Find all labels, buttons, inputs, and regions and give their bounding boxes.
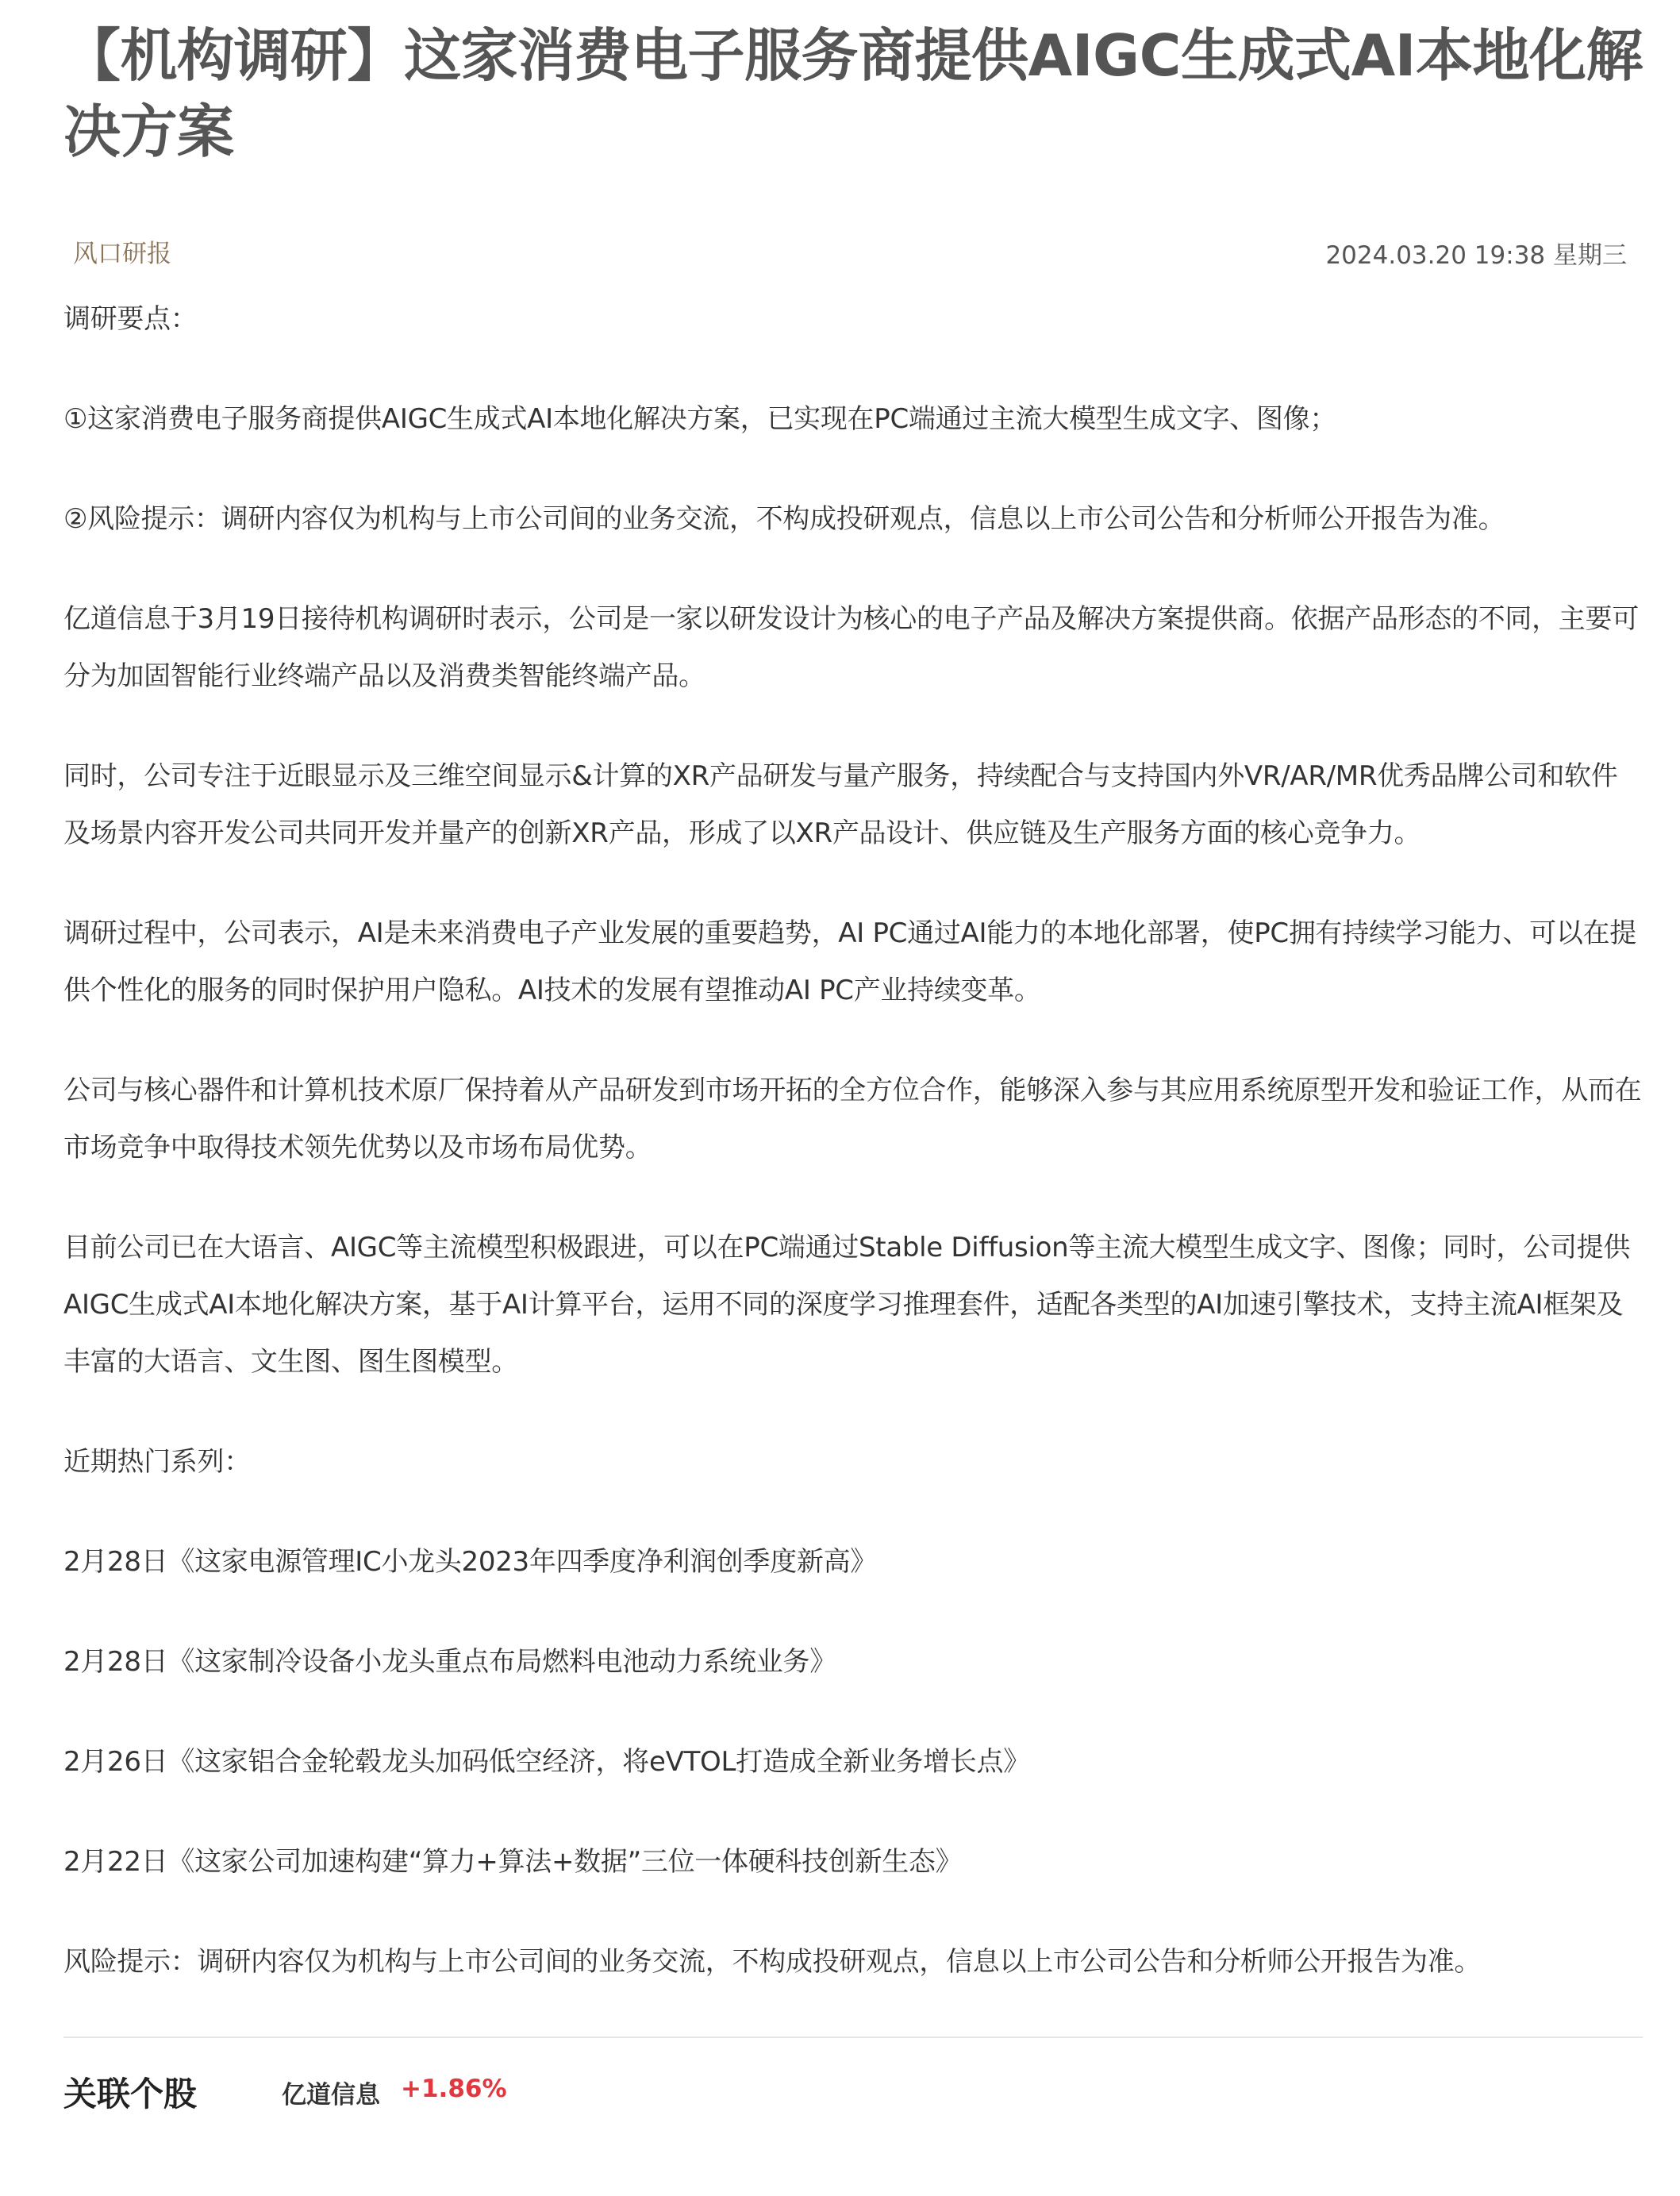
article-datetime: 2024.03.20 19:38 星期三 xyxy=(1325,241,1627,270)
article-title: 【机构调研】这家消费电子服务商提供AIGC生成式AI本地化解决方案 xyxy=(63,22,1643,165)
hot-series-link[interactable]: 2月28日《这家制冷设备小龙头重点布局燃料电池动力系统业务》 xyxy=(63,1646,836,1678)
section-label-hot-series: 近期热门系列： xyxy=(63,1446,251,1478)
article-body xyxy=(63,290,1643,1990)
paragraph: 调研过程中，公司表示，AI是未来消费电子产业发展的重要趋势，AI PC通过AI能力的本地化部署，使PC拥有持续学习能力、可以在提供个性化的服务的同时保护用户隐私。AI技术的发展有望推动AI PC产业持续变革。 xyxy=(63,917,1636,1006)
paragraph: 公司与核心器件和计算机技术原厂保持着从产品研发到市场开拓的全方位合作，能够深入参与其应用系统原型开发和验证工作，从而在市场竞争中取得技术领先优势以及市场布局优势。 xyxy=(63,1075,1642,1163)
paragraph: 目前公司已在大语言、AIGC等主流模型积极跟进，可以在PC端通过Stable Diffusion等主流大模型生成文字、图像；同时，公司提供AIGC生成式AI本地化解决方案，基于AI计算平台，运用不同的深度学习推理套件，适配各类型的AI加速引擎技术，支持主流AI框架及丰富的大语言、文生图、图生图模型。 xyxy=(63,1232,1631,1378)
section-label-key-points: 调研要点： xyxy=(63,303,198,335)
related-stocks-label: 关联个股 xyxy=(63,2075,198,2113)
related-stocks xyxy=(63,2038,1643,2125)
stock-name[interactable]: 亿道信息 xyxy=(282,2081,380,2109)
paragraph: 亿道信息于3月19日接待机构调研时表示，公司是一家以研发设计为核心的电子产品及解决方案提供商。依据产品形态的不同，主要可分为加固智能行业终端产品以及消费类智能终端产品。 xyxy=(63,603,1639,692)
risk-disclaimer: 风险提示：调研内容仅为机构与上市公司间的业务交流，不构成投研观点，信息以上市公司公告和分析师公开报告为准。 xyxy=(63,1946,1482,1978)
paragraph: 同时，公司专注于近眼显示及三维空间显示&计算的XR产品研发与量产服务，持续配合与支持国内外VR/AR/MR优秀品牌公司和软件及场景内容开发公司共同开发并量产的创新XR产品，形成了以XR产品设计、供应链及生产服务方面的核心竞争力。 xyxy=(63,760,1618,849)
article-page xyxy=(63,17,1643,2125)
hot-series-link[interactable]: 2月26日《这家铝合金轮毂龙头加码低空经济，将eVTOL打造成全新业务增长点》 xyxy=(63,1746,1030,1778)
hot-series-link[interactable]: 2月22日《这家公司加速构建“算力+算法+数据”三位一体硬科技创新生态》 xyxy=(63,1846,963,1878)
key-point-1: ①这家消费电子服务商提供AIGC生成式AI本地化解决方案，已实现在PC端通过主流大模型生成文字、图像； xyxy=(63,403,1337,435)
article-meta xyxy=(63,211,1643,290)
article-source[interactable]: 风口研报 xyxy=(73,240,171,268)
hot-series-link[interactable]: 2月28日《这家电源管理IC小龙头2023年四季度净利润创季度新高》 xyxy=(63,1546,877,1578)
key-point-2: ②风险提示：调研内容仅为机构与上市公司间的业务交流，不构成投研观点，信息以上市公司公告和分析师公开报告为准。 xyxy=(63,503,1505,535)
stock-change[interactable]: +1.86% xyxy=(401,2075,507,2103)
